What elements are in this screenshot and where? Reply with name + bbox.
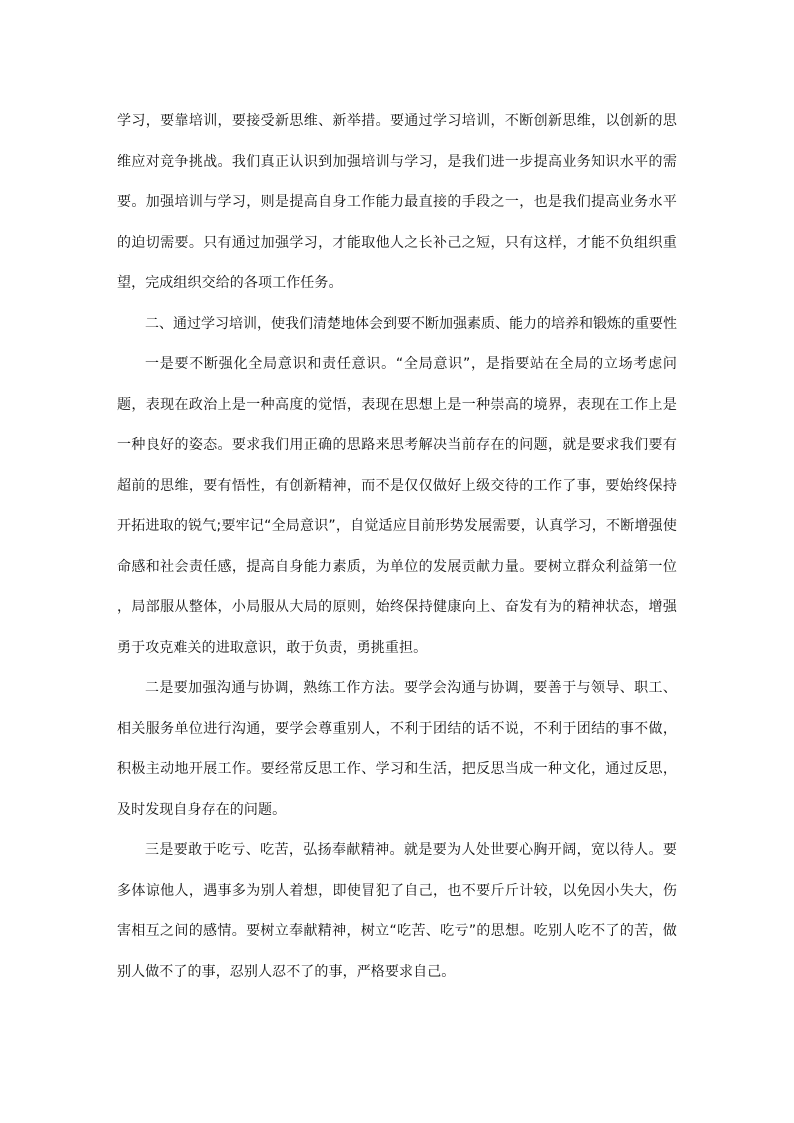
document-body	[117, 101, 677, 992]
paragraph-communication: 二是要加强沟通与协调，熟练工作方法。要学会沟通与协调，要善于与领导、职工、相关服务单位进行沟通，要学会尊重别人，不利于团结的话不说，不利于团结的事不做，积极主动地开展工作。要经常反思工作、学习和生活，把反思当成一种文化，通过反思，及时发现自身存在的问题。	[117, 680, 677, 818]
paragraph-dedication: 三是要敢于吃亏、吃苦，弘扬奉献精神。就是要为人处世要心胸开阔，宽以待人。要多体谅他人，遇事多为别人着想，即使冒犯了自己，也不要斤斤计较，以免因小失大，伤害相互之间的感情。要树立奉献精神，树立“吃苦、吃亏”的思想。吃别人吃不了的苦，做别人做不了的事，忍别人忍不了的事，严格要求自己。	[117, 842, 677, 980]
section-heading-two: 二、通过学习培训，使我们清楚地体会到要不断加强素质、能力的培养和锻炼的重要性	[145, 315, 677, 332]
paragraph-training-intro: 学习，要靠培训，要接受新思维、新举措。要通过学习培训，不断创新思维，以创新的思维应对竞争挑战。我们真正认识到加强培训与学习，是我们进一步提高业务知识水平的需要。加强培训与学习，则是提高自身工作能力最直接的手段之一，也是我们提高业务水平的迫切需要。只有通过加强学习，才能取他人之长补己之短，只有这样，才能不负组织重望，完成组织交给的各项工作任务。	[117, 113, 677, 291]
paragraph-global-awareness: 一是要不断强化全局意识和责任意识。“全局意识”，是指要站在全局的立场考虑问题，表现在政治上是一种高度的觉悟，表现在思想上是一种崇高的境界，表现在工作上是一种良好的姿态。要求我们用正确的思路来思考解决当前存在的问题，就是要求我们要有超前的思维，要有悟性，有创新精神，而不是仅仅做好上级交待的工作了事，要始终保持开拓进取的锐气;要牢记“全局意识”，自觉适应目前形势发展需要，认真学习，不断增强使命感和社会责任感，提高自身能力素质，为单位的发展贡献力量。要树立群众利益第一位 ，局部服从整体，小局服从大局的原则，始终保持健康向上、奋发有为的精神状态，增强勇于攻克难关的进取意识，敢于负责，勇挑重担。	[117, 356, 677, 656]
